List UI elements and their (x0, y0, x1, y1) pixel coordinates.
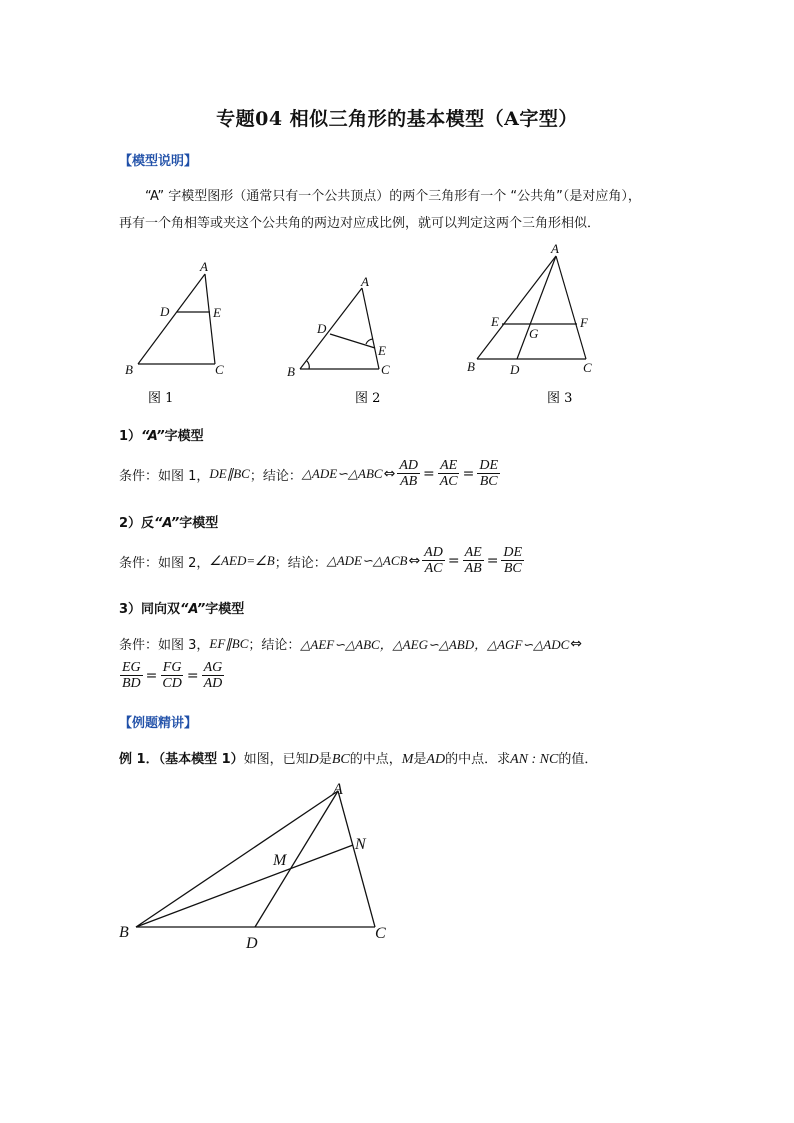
model-3-heading-mid: “A” (180, 602, 206, 617)
fig2-side-ac (362, 288, 379, 369)
model-2-heading-mid: “A” (154, 516, 180, 531)
fig3-segment-ad (517, 256, 556, 359)
ex1-label-a: A (333, 781, 343, 798)
fig2-side-ab (300, 288, 362, 369)
fraction-numerator: AD (399, 458, 418, 473)
fig3-side-ab (477, 256, 556, 359)
fig2-angle-b-mark (307, 361, 309, 369)
example-1-text-e: 的中点．求 (445, 752, 511, 767)
example-1-text-c: 的中点， (349, 752, 402, 767)
fraction-denominator: AC (439, 474, 458, 489)
example-1-var-d: D (308, 752, 319, 767)
ex1-segment-bn (136, 845, 353, 927)
fig3-label-f: F (580, 315, 588, 330)
model-3-arrow: ⇔ (570, 635, 583, 652)
figure-2 (300, 288, 379, 369)
fig1-label-e: E (213, 305, 221, 320)
ex1-segment-ad (255, 791, 338, 927)
fig1-label-b: B (125, 362, 133, 377)
fig3-label-d: D (510, 362, 520, 377)
example-1-text-f: 的值． (558, 752, 598, 767)
model-2-heading (119, 512, 218, 531)
intro-line-2: 再有一个角相等或夹这个公共角的两边对应成比例，就可以判定这两个三角形相似． (119, 216, 601, 231)
fraction-numerator: FG (162, 660, 182, 675)
fraction-numerator: EG (122, 660, 141, 675)
model-3-given: EF∥BC (209, 635, 249, 651)
model-1-heading-prefix: 1） (119, 429, 142, 444)
equals-sign: = (447, 553, 460, 569)
model-2-cond-sep: ；结论： (274, 555, 327, 571)
fig1-side-ab (138, 274, 205, 364)
equals-sign: = (145, 668, 158, 684)
example-1-ratio: AN : NC (510, 752, 559, 767)
fig1-label-d: D (160, 304, 170, 319)
model-2-arrow: ⇔ (408, 553, 421, 569)
fig3-label-g: G (529, 326, 539, 341)
example-1-text (119, 748, 597, 768)
model-3-fraction-1 (120, 660, 143, 692)
fig3-label-b: B (467, 359, 475, 374)
fig2-label-e: E (378, 343, 386, 358)
model-2-condition (119, 545, 525, 577)
model-2-heading-prefix: 2）反 (119, 516, 155, 531)
fig2-label-b: B (287, 364, 295, 379)
example-1-var-m: M (401, 752, 414, 767)
fig3-label-a: A (551, 241, 559, 256)
model-1-arrow: ⇔ (383, 466, 396, 482)
model-figures (0, 238, 794, 413)
equals-sign: = (186, 668, 199, 684)
example-1-label: 例 1．（基本模型 1） (119, 752, 244, 767)
example-1-text-d: 是 (413, 752, 427, 767)
equals-sign: = (423, 466, 435, 482)
fig2-angle-e-mark (366, 339, 373, 344)
equals-sign: = (486, 553, 499, 569)
ex1-label-b: B (119, 924, 129, 941)
intro-paragraph (119, 183, 679, 237)
model-3-cond-sep: ；结论： (248, 638, 301, 653)
section-example-lecture: 【例题精讲】 (119, 716, 198, 731)
model-1-heading-suffix: 字模型 (164, 429, 204, 444)
example-1-var-bc: BC (331, 752, 350, 767)
fig2-label-a: A (361, 274, 369, 289)
model-1-given: DE∥BC (209, 466, 250, 481)
model-2-cond-prefix: 条件：如图 2， (119, 555, 210, 571)
model-1-heading-mid: “A” (141, 429, 165, 444)
fig3-caption: 图 3 (547, 391, 573, 406)
figure-3 (477, 256, 586, 359)
ex1-label-n: N (355, 836, 366, 853)
fig2-caption: 图 2 (355, 391, 381, 406)
model-3-heading-suffix: 字模型 (205, 602, 245, 617)
model-2-fraction-1 (422, 545, 445, 577)
model-2-fraction-2 (463, 545, 484, 577)
ex1-side-ab (136, 791, 338, 927)
model-1-fraction-1 (397, 458, 420, 490)
fraction-numerator: AG (203, 660, 223, 675)
example-1-text-b: 是 (318, 752, 332, 767)
model-2-fraction-3 (501, 545, 524, 577)
example-1-figure (0, 770, 794, 960)
model-3-condition (119, 634, 583, 653)
model-1-heading (119, 425, 204, 444)
model-3-fractions (119, 660, 225, 692)
fig1-label-a: A (200, 259, 208, 274)
model-1-condition (119, 458, 501, 490)
fraction-numerator: DE (503, 545, 523, 560)
fraction-denominator: AB (464, 561, 482, 576)
fig2-label-c: C (381, 362, 390, 377)
model-1-fraction-2 (438, 458, 460, 490)
fraction-numerator: AE (464, 545, 482, 560)
fraction-denominator: CD (162, 676, 182, 691)
section-model-desc: 【模型说明】 (119, 154, 198, 169)
ex1-label-m: M (273, 852, 287, 869)
model-3-conclusion: △AEF∽△ABC，△AEG∽△ABD，△AGF∽△ADC (300, 637, 570, 652)
intro-line-1: “A” 字模型图形（通常只有一个公共顶点）的两个三角形有一个 “公共角”（是对应角）， (145, 189, 641, 204)
ex1-side-ac (338, 791, 375, 927)
fraction-denominator: AB (400, 474, 418, 489)
model-3-fraction-2 (160, 660, 183, 692)
fraction-denominator: AD (203, 676, 223, 691)
ex1-label-d: D (246, 935, 258, 952)
fraction-numerator: AD (424, 545, 443, 560)
model-1-cond-prefix: 条件：如图 1， (119, 468, 210, 484)
ex1-label-c: C (375, 925, 386, 942)
fig3-label-e: E (491, 314, 499, 329)
fraction-denominator: AC (424, 561, 443, 576)
page-title: 专题04 相似三角形的基本模型（A字型） (216, 108, 578, 130)
model-1-conclusion: △ADE∽△ABC (301, 466, 383, 481)
example-1-text-a: 如图，已知 (243, 752, 309, 767)
fraction-denominator: BD (122, 676, 141, 691)
fraction-numerator: AE (440, 458, 458, 473)
equals-sign: = (462, 466, 475, 482)
model-3-fraction-3 (202, 660, 225, 692)
example-1-var-ad: AD (426, 752, 446, 767)
fraction-denominator: BC (503, 561, 522, 576)
model-2-heading-suffix: 字模型 (179, 516, 219, 531)
model-1-cond-sep: ；结论： (249, 468, 302, 484)
model-3-heading-prefix: 3）同向双 (119, 602, 181, 617)
figure-1 (138, 274, 215, 364)
fig3-side-ac (556, 256, 586, 359)
model-2-conclusion: △ADE∽△ACB (326, 553, 408, 568)
fig3-label-c: C (583, 360, 592, 375)
fig2-label-d: D (317, 321, 327, 336)
model-3-cond-prefix: 条件：如图 3， (119, 638, 210, 653)
fraction-numerator: DE (479, 458, 499, 473)
model-3-heading (119, 598, 244, 617)
fig1-label-c: C (215, 362, 224, 377)
fraction-denominator: BC (479, 474, 498, 489)
fig1-caption: 图 1 (148, 391, 174, 406)
model-1-fraction-3 (477, 458, 500, 490)
model-2-given: ∠AED=∠B (209, 553, 275, 568)
